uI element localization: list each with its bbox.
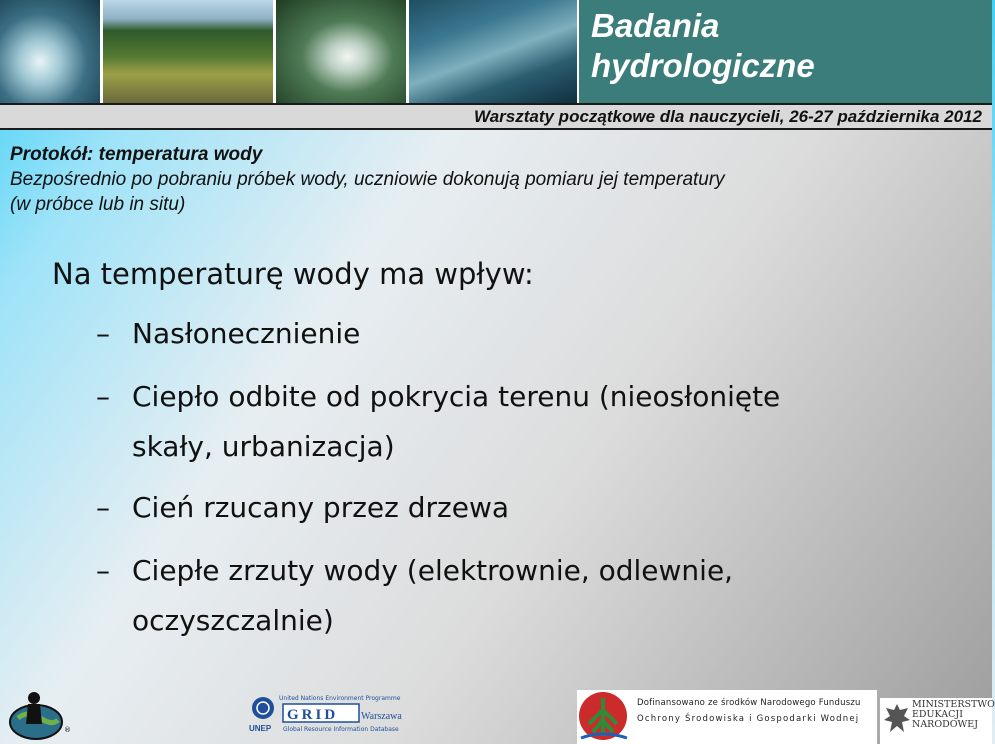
grid-full-text: Global Resource Information Database bbox=[283, 726, 399, 733]
wave-photo bbox=[0, 0, 100, 103]
warszawa-text: Warszawa bbox=[361, 711, 402, 722]
bullet-text: Ciepłe zrzuty wody (elektrownie, odlewnie, bbox=[132, 554, 734, 587]
bullet-dash: – bbox=[96, 317, 110, 350]
bullet-text: Cień rzucany przez drzewa bbox=[132, 491, 510, 524]
ministry-line-3: NARODOWEJ bbox=[912, 719, 979, 730]
bullet-list bbox=[96, 309, 976, 657]
bullet-text-continued: skały, urbanizacja) bbox=[132, 430, 395, 463]
grid-text: GRID bbox=[287, 707, 339, 723]
title-line-1: Badania bbox=[591, 7, 720, 44]
unep-grid-logo bbox=[249, 694, 407, 734]
bullet-text-continued: oczyszczalnie) bbox=[132, 604, 334, 637]
workshop-subtitle: Warsztaty początkowe dla nauczycieli, 26-27 października 2012 bbox=[0, 103, 992, 130]
bullet-dash: – bbox=[96, 491, 110, 524]
main-heading: Na temperaturę wody ma wpływ: bbox=[52, 257, 534, 291]
river-landscape-photo bbox=[103, 0, 273, 103]
globe-logo-icon bbox=[6, 688, 70, 740]
bullet-item bbox=[96, 483, 976, 533]
registered-mark: ® bbox=[64, 726, 71, 734]
unep-text: UNEP bbox=[249, 724, 272, 733]
fund-logo-panel bbox=[577, 690, 877, 744]
ministry-logo-panel bbox=[880, 698, 995, 744]
fund-text bbox=[637, 696, 861, 728]
ministry-line-2: EDUKACJI bbox=[912, 709, 963, 720]
bullet-item bbox=[96, 309, 976, 359]
bullet-text: Ciepło odbite od pokrycia terenu (nieosłonięte bbox=[132, 380, 781, 413]
bullet-item bbox=[96, 546, 976, 646]
fund-line-2: Ochrony Środowiska i Gospodarki Wodnej bbox=[637, 714, 860, 724]
ministry-line-1: MINISTERSTWO bbox=[912, 699, 995, 710]
protocol-title: Protokół: temperatura wody bbox=[10, 144, 263, 165]
fund-line-1: Dofinansowano ze środków Narodowego Funduszu bbox=[637, 698, 861, 708]
ministry-text bbox=[912, 700, 995, 730]
sea-wave-photo bbox=[409, 0, 577, 103]
bullet-text: Nasłonecznienie bbox=[132, 317, 361, 350]
title-box bbox=[579, 0, 992, 103]
bullet-item bbox=[96, 372, 976, 472]
waterfall-photo bbox=[276, 0, 406, 103]
protocol-text-line-2: (w próbce lub in situ) bbox=[10, 194, 186, 215]
eagle-emblem-icon bbox=[882, 700, 912, 740]
protocol-text-line-1: Bezpośrednio po pobraniu próbek wody, uczniowie dokonują pomiaru jej temperatury bbox=[10, 169, 725, 190]
protocol-block bbox=[10, 142, 980, 217]
unep-top-text: United Nations Environment Programme bbox=[279, 695, 401, 702]
header-banner bbox=[0, 0, 992, 104]
title-line-2: hydrologiczne bbox=[591, 47, 815, 84]
bullet-dash: – bbox=[96, 554, 110, 587]
bullet-dash: – bbox=[96, 380, 110, 413]
